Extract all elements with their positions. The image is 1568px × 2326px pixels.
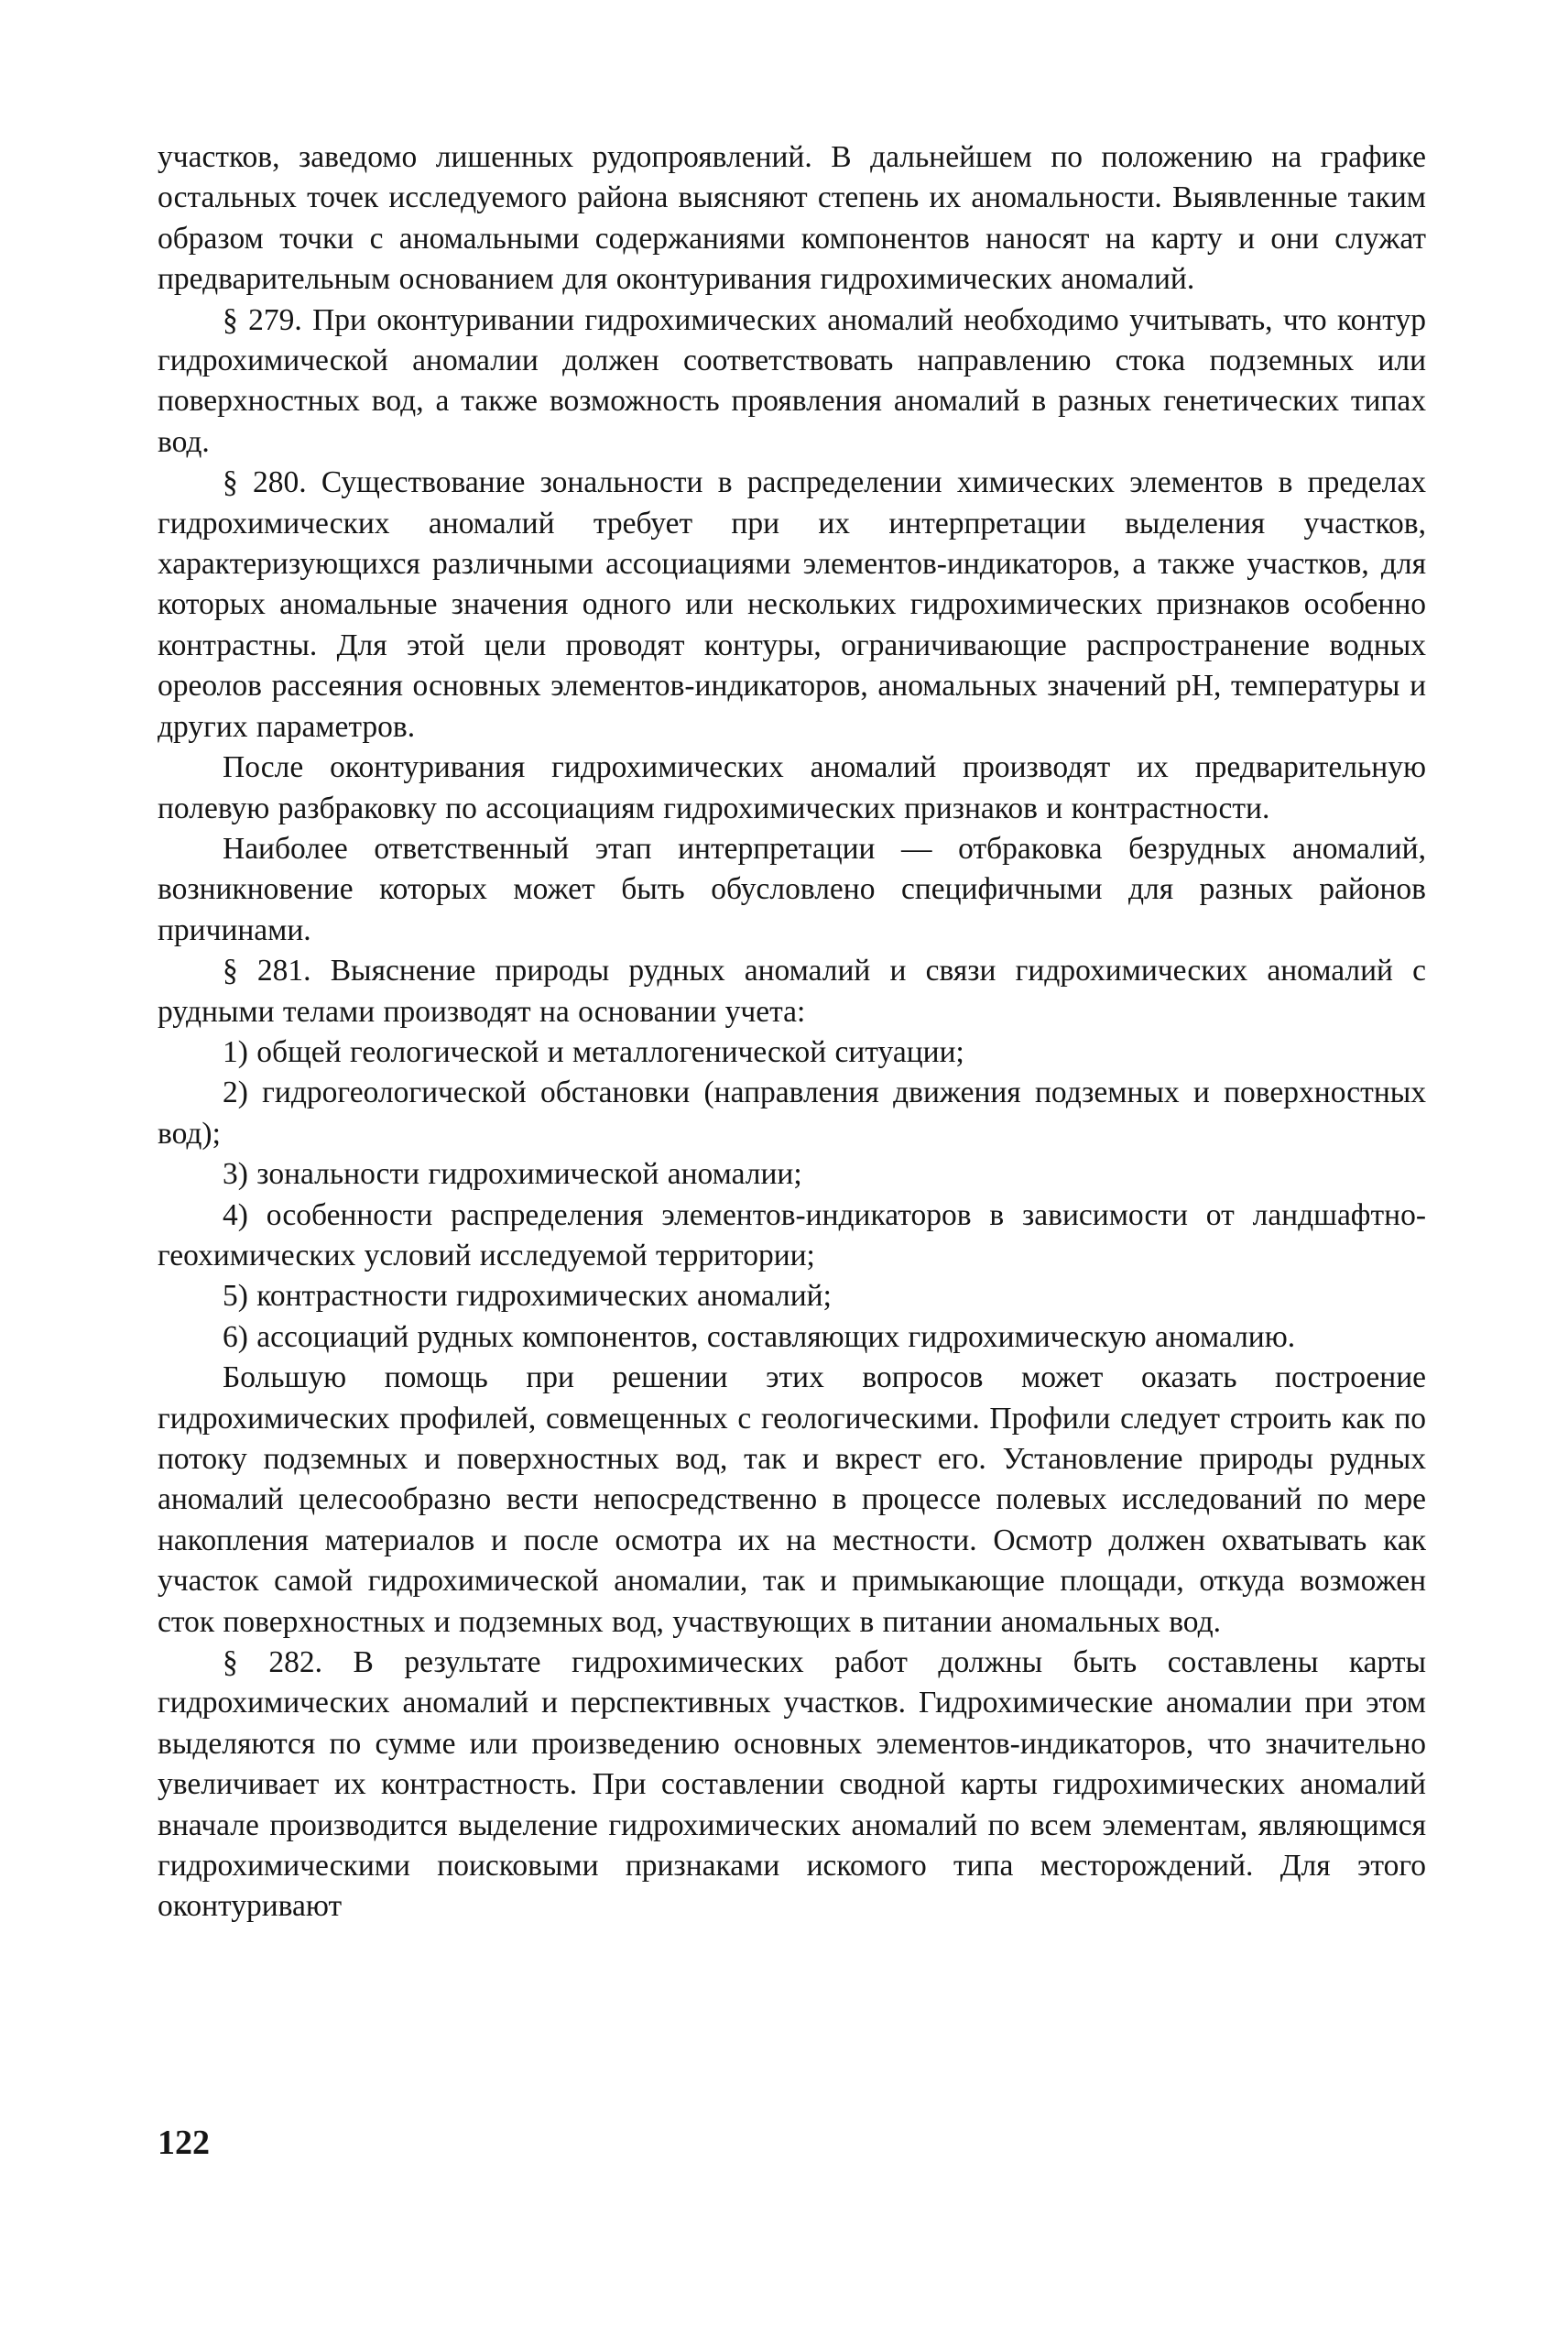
list-item-2: 2) гидрогеологической обстановки (направления движения подземных и поверхностных вод); — [158, 1076, 1426, 1151]
list-item-4: 4) особенности распределения элементов-индикаторов в зависимости от ландшафтно-геохимических условий исследуемой территории; — [158, 1197, 1426, 1272]
paragraph-profiles: Большую помощь при решении этих вопросов может оказать построение гидрохимических профилей, совмещенных с геологическими. Профили следует строить как по потоку подземных и поверхностных вод, так и вкрест его. Установление природы рудных аномалий целесообразно вести непосредственно в процессе полевых исследований по мере накопления материалов и после осмотра их на местности. Осмотр должен охватывать как участок самой гидрохимической аномалии, так и примыкающие площади, откуда возможен сток поверхностных и подземных вод, участвующих в питании аномальных вод. — [158, 1360, 1426, 1639]
paragraph-section-282: § 282. В результате гидрохимических работ должны быть составлены карты гидрохимических аномалий и перспективных участков. Гидрохимические аномалии при этом выделяются по сумме или произведению основных элементов-индикаторов, что значительно увеличивает их контрастность. При составлении сводной карты гидрохимических аномалий вначале производится выделение гидрохимических аномалий по всем элементам, являющимся гидрохимическими поисковыми признаками искомого типа месторождений. Для этого оконтуривают — [158, 1645, 1426, 1924]
paragraph-section-280: § 280. Существование зональности в распределении химических элементов в пределах гидрохимических аномалий требует при их интерпретации выделения участков, характеризующихся различными ассоциациями элементов-индикаторов, а также участков, для которых аномальные значения одного или нескольких гидрохимических признаков особенно контрастны. Для этой цели проводят контуры, ограничивающие распространение водных ореолов рассеяния основных элементов-индикаторов, аномальных значений pH, температуры и других параметров. — [158, 465, 1426, 744]
list-item-5: 5) контрастности гидрохимических аномалий; — [223, 1279, 832, 1314]
paragraph-continuation: участков, заведомо лишенных рудопроявлений. В дальнейшем по положению на графике остальных точек исследуемого района выясняют степень их аномальности. Выявленные таким образом точки с аномальными содержаниями компонентов наносят на карту и они служат предварительным основанием для оконтуривания гидрохимических аномалий. — [158, 140, 1426, 297]
paragraph-section-281: § 281. Выяснение природы рудных аномалий и связи гидрохимических аномалий с рудными телами производят на основании учета: — [158, 954, 1426, 1029]
list-item-6: 6) ассоциаций рудных компонентов, составляющих гидрохимическую аномалию. — [223, 1319, 1296, 1354]
list-item-3: 3) зональности гидрохимической аномалии; — [223, 1157, 802, 1192]
paragraph-preliminary-sorting: После оконтуривания гидрохимических аномалий производят их предварительную полевую разбраковку по ассоциациям гидрохимических признаков и контрастности. — [158, 750, 1426, 825]
paragraph-section-279: § 279. При оконтуривании гидрохимических аномалий необходимо учитывать, что контур гидрохимической аномалии должен соответствовать направлению стока подземных или поверхностных вод, а также возможность проявления аномалий в разных генетических типах вод. — [158, 302, 1426, 459]
list-item-1: 1) общей геологической и металлогенической ситуации; — [223, 1034, 964, 1069]
page-number: 122 — [158, 2124, 210, 2162]
page-text-body — [158, 137, 1426, 1927]
paragraph-rejection-stage: Наиболее ответственный этап интерпретации — отбраковка безрудных аномалий, возникновение которых может быть обусловлено специфичными для разных районов причинами. — [158, 831, 1426, 947]
